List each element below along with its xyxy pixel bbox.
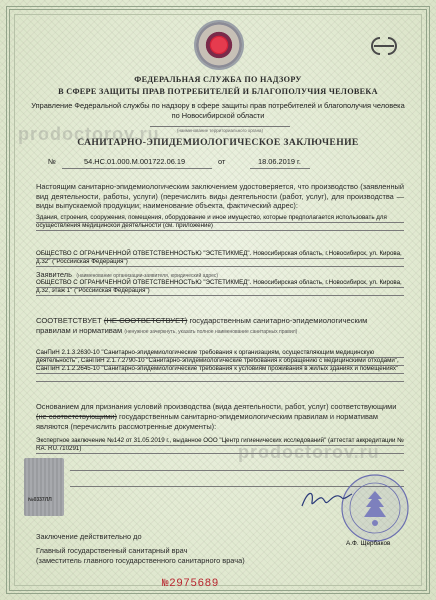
underline — [36, 373, 404, 374]
grounds-value: Экспертное заключение №142 от 31.05.2019 г., выданное ООО "Центр гигиенических исследований" (аттестат аккредитации № RA. RU.710291) — [36, 437, 404, 452]
applicant-label: Заявитель — [36, 270, 72, 279]
agency-name — [40, 74, 396, 98]
compliance-rest: государственным санитарно-эпидемиологическим правилам и нормативам — [36, 316, 368, 335]
number-prefix: № — [48, 157, 56, 166]
signature-icon — [298, 486, 354, 512]
applicant-caption: (наименование организации-заявителя, юридический адрес) — [76, 273, 219, 279]
underline — [36, 266, 404, 267]
underline — [36, 222, 404, 223]
subject-intro: Настоящим санитарно-эпидемиологическим заключением удостоверяется, что производство (заявленный вид деятельности, работы, услуги) (перечислить виды деятельности (работ, услуг), для производства — виды выпускаемой продукции; наименование объекта, фактический адрес): — [36, 182, 404, 210]
stamp-code: №0337ЛЛ — [28, 497, 52, 503]
underline — [36, 445, 404, 446]
underline — [70, 470, 404, 471]
position-line-2: (заместитель главного государственного санитарного врача) — [36, 556, 245, 565]
position-line-1: Главный государственный санитарный врач — [36, 546, 188, 555]
emblem-core — [211, 37, 227, 53]
watermark: prodoctorov.ru — [18, 124, 160, 144]
word-complies: СООТВЕТСТВУЕТ — [36, 316, 102, 325]
watermark: prodoctorov.ru — [238, 442, 380, 462]
compliance-note: (ненужное зачеркнуть, указать полное наименование санитарных правил) — [124, 329, 298, 335]
underline — [36, 357, 404, 358]
territorial-division: Управление Федеральной службы по надзору в сфере защиты прав потребителей и благополучия человека по Новосибирской области — [31, 101, 405, 120]
se-logo-icon — [366, 34, 402, 58]
underline — [36, 295, 404, 296]
agency-line-1: ФЕДЕРАЛЬНАЯ СЛУЖБА ПО НАДЗОРУ — [134, 75, 302, 84]
underline — [36, 258, 404, 259]
date-prefix: от — [218, 157, 226, 166]
underline — [36, 453, 404, 454]
grounds-statement — [36, 402, 404, 432]
signer-name: А.Ф. Щербаков — [346, 540, 391, 547]
applicant-value: ОБЩЕСТВО С ОГРАНИЧЕННОЙ ОТВЕТСТВЕННОСТЬЮ "ЭСТЕТИКМЕД". Новосибирская область, г.Новосибирск, ул. Кирова, д.32, этаж 1" ("Российская Федерация") — [36, 279, 402, 294]
underline — [36, 365, 404, 366]
state-emblem-icon — [196, 22, 242, 68]
underline — [36, 381, 404, 382]
owner-value: ОБЩЕСТВО С ОГРАНИЧЕННОЙ ОТВЕТСТВЕННОСТЬЮ "ЭСТЕТИКМЕД". Новосибирская область, г.Новосибирск, ул. Кирова, д.32" ("Российская Федерация") — [36, 250, 402, 265]
underline — [36, 230, 404, 231]
serial-number: №2975689 — [162, 578, 219, 590]
grounds-text-strike: (не соответствующими) — [36, 412, 117, 421]
document-title: САНИТАРНО-ЭПИДЕМИОЛОГИЧЕСКОЕ ЗАКЛЮЧЕНИЕ — [77, 137, 359, 148]
subject-value: Здания, строения, сооружения, помещения, оборудование и иное имущество, которые предполагается использовать для осуществления медицинской деятельности (см. приложение) — [36, 214, 387, 229]
hologram-stamp — [24, 458, 64, 516]
division-caption: (наименование территориального органа) — [150, 126, 290, 133]
compliance-value: СанПиН 2.1.3.2630-10 "Санитарно-эпидемиологические требования к организациям, осуществляющим медицинскую деятельность", СанПиН 2.1.7.2790-10 "Санитарно-эпидемиологические требования к обращению с медицинскими отходами", СанПиН 2.1.2.2645-10 "Санитарно-эпидемиологические требования к условиям проживания в жилых зданиях и помещениях" — [36, 349, 399, 372]
document-number: 54.НС.01.000.М.001722.06.19 — [84, 157, 186, 166]
grounds-text-2: государственным санитарно-эпидемиологическим правилам и нормативам являются (перечислить рассмотренные документы): — [36, 412, 378, 431]
document-date: 18.06.2019 г. — [258, 157, 301, 166]
word-not-complies: (НЕ СООТВЕТСТВУЕТ) — [103, 316, 188, 325]
agency-line-2: В СФЕРЕ ЗАЩИТЫ ПРАВ ПОТРЕБИТЕЛЕЙ И БЛАГОПОЛУЧИЯ ЧЕЛОВЕКА — [58, 87, 378, 96]
compliance-statement — [36, 316, 404, 337]
validity-label: Заключение действительно до — [36, 532, 142, 541]
grounds-text-1: Основанием для признания условий производства (вида деятельности, работ, услуг) соответствующими — [36, 402, 397, 411]
underline — [36, 287, 404, 288]
underline — [62, 168, 212, 169]
underline — [250, 168, 310, 169]
